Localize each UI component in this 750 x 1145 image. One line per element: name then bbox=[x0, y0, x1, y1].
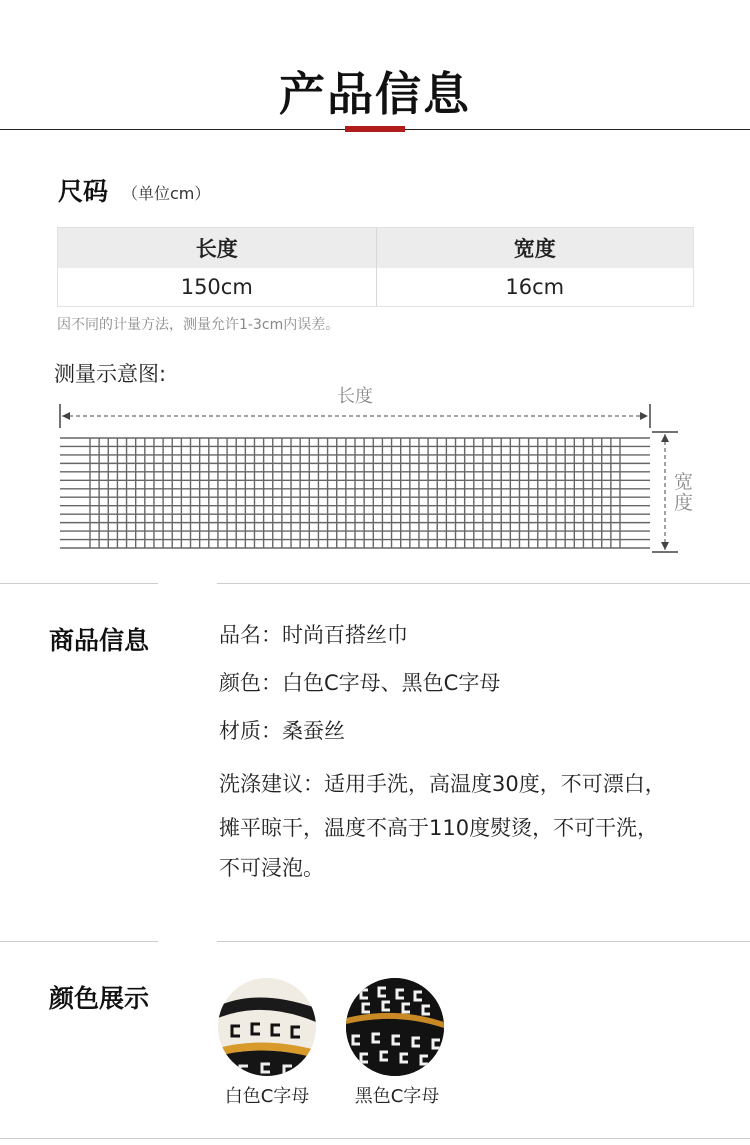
size-unit: （单位cm） bbox=[122, 184, 211, 203]
care-line: 洗涤建议：适用手洗，高温度30度，不可漂白， bbox=[219, 772, 666, 796]
size-value-length: 150cm bbox=[180, 275, 253, 299]
product-name: 品名：时尚百搭丝巾 bbox=[219, 623, 408, 647]
title-accent-bar bbox=[345, 126, 405, 132]
section-divider bbox=[217, 583, 750, 584]
measurement-diagram bbox=[50, 380, 700, 565]
length-label: 长度 bbox=[337, 386, 373, 406]
section-divider bbox=[217, 941, 750, 942]
product-color: 颜色：白色C字母、黑色C字母 bbox=[219, 671, 501, 695]
color-display-heading: 颜色展示 bbox=[49, 984, 150, 1013]
white-c-pattern-icon bbox=[218, 978, 316, 1076]
scarf-grid-illustration bbox=[60, 438, 650, 548]
product-info-list bbox=[219, 618, 729, 886]
size-header-width: 宽度 bbox=[376, 228, 694, 268]
care-line: 摊平晾干，温度不高于110度熨烫，不可干洗， bbox=[219, 816, 659, 840]
care-instructions bbox=[219, 762, 729, 886]
black-c-pattern-swatch[interactable] bbox=[346, 978, 444, 1076]
diagram-label: 测量示意图: bbox=[54, 362, 167, 386]
size-value-width: 16cm bbox=[376, 268, 694, 306]
section-divider bbox=[0, 1138, 750, 1139]
black-c-pattern-icon bbox=[346, 978, 444, 1076]
swatch-label-white: 白色C字母 bbox=[224, 1086, 310, 1107]
width-label: 宽度 bbox=[674, 471, 694, 514]
page-title: 产品信息 bbox=[279, 67, 471, 121]
measurement-note: 因不同的计量方法，测量允许1-3cm内误差。 bbox=[57, 317, 340, 333]
section-divider bbox=[0, 941, 158, 942]
section-divider bbox=[0, 583, 158, 584]
care-line: 不可浸泡。 bbox=[219, 856, 324, 880]
size-table-row bbox=[58, 268, 693, 306]
size-header-length: 长度 bbox=[195, 237, 238, 261]
swatch-label-black: 黑色C字母 bbox=[354, 1086, 440, 1107]
white-c-pattern-swatch[interactable] bbox=[218, 978, 316, 1076]
product-material: 材质：桑蚕丝 bbox=[219, 719, 345, 743]
size-heading: 尺码 bbox=[58, 177, 109, 206]
size-table-header bbox=[58, 228, 693, 268]
product-info-heading: 商品信息 bbox=[49, 626, 150, 655]
size-table bbox=[57, 227, 694, 307]
